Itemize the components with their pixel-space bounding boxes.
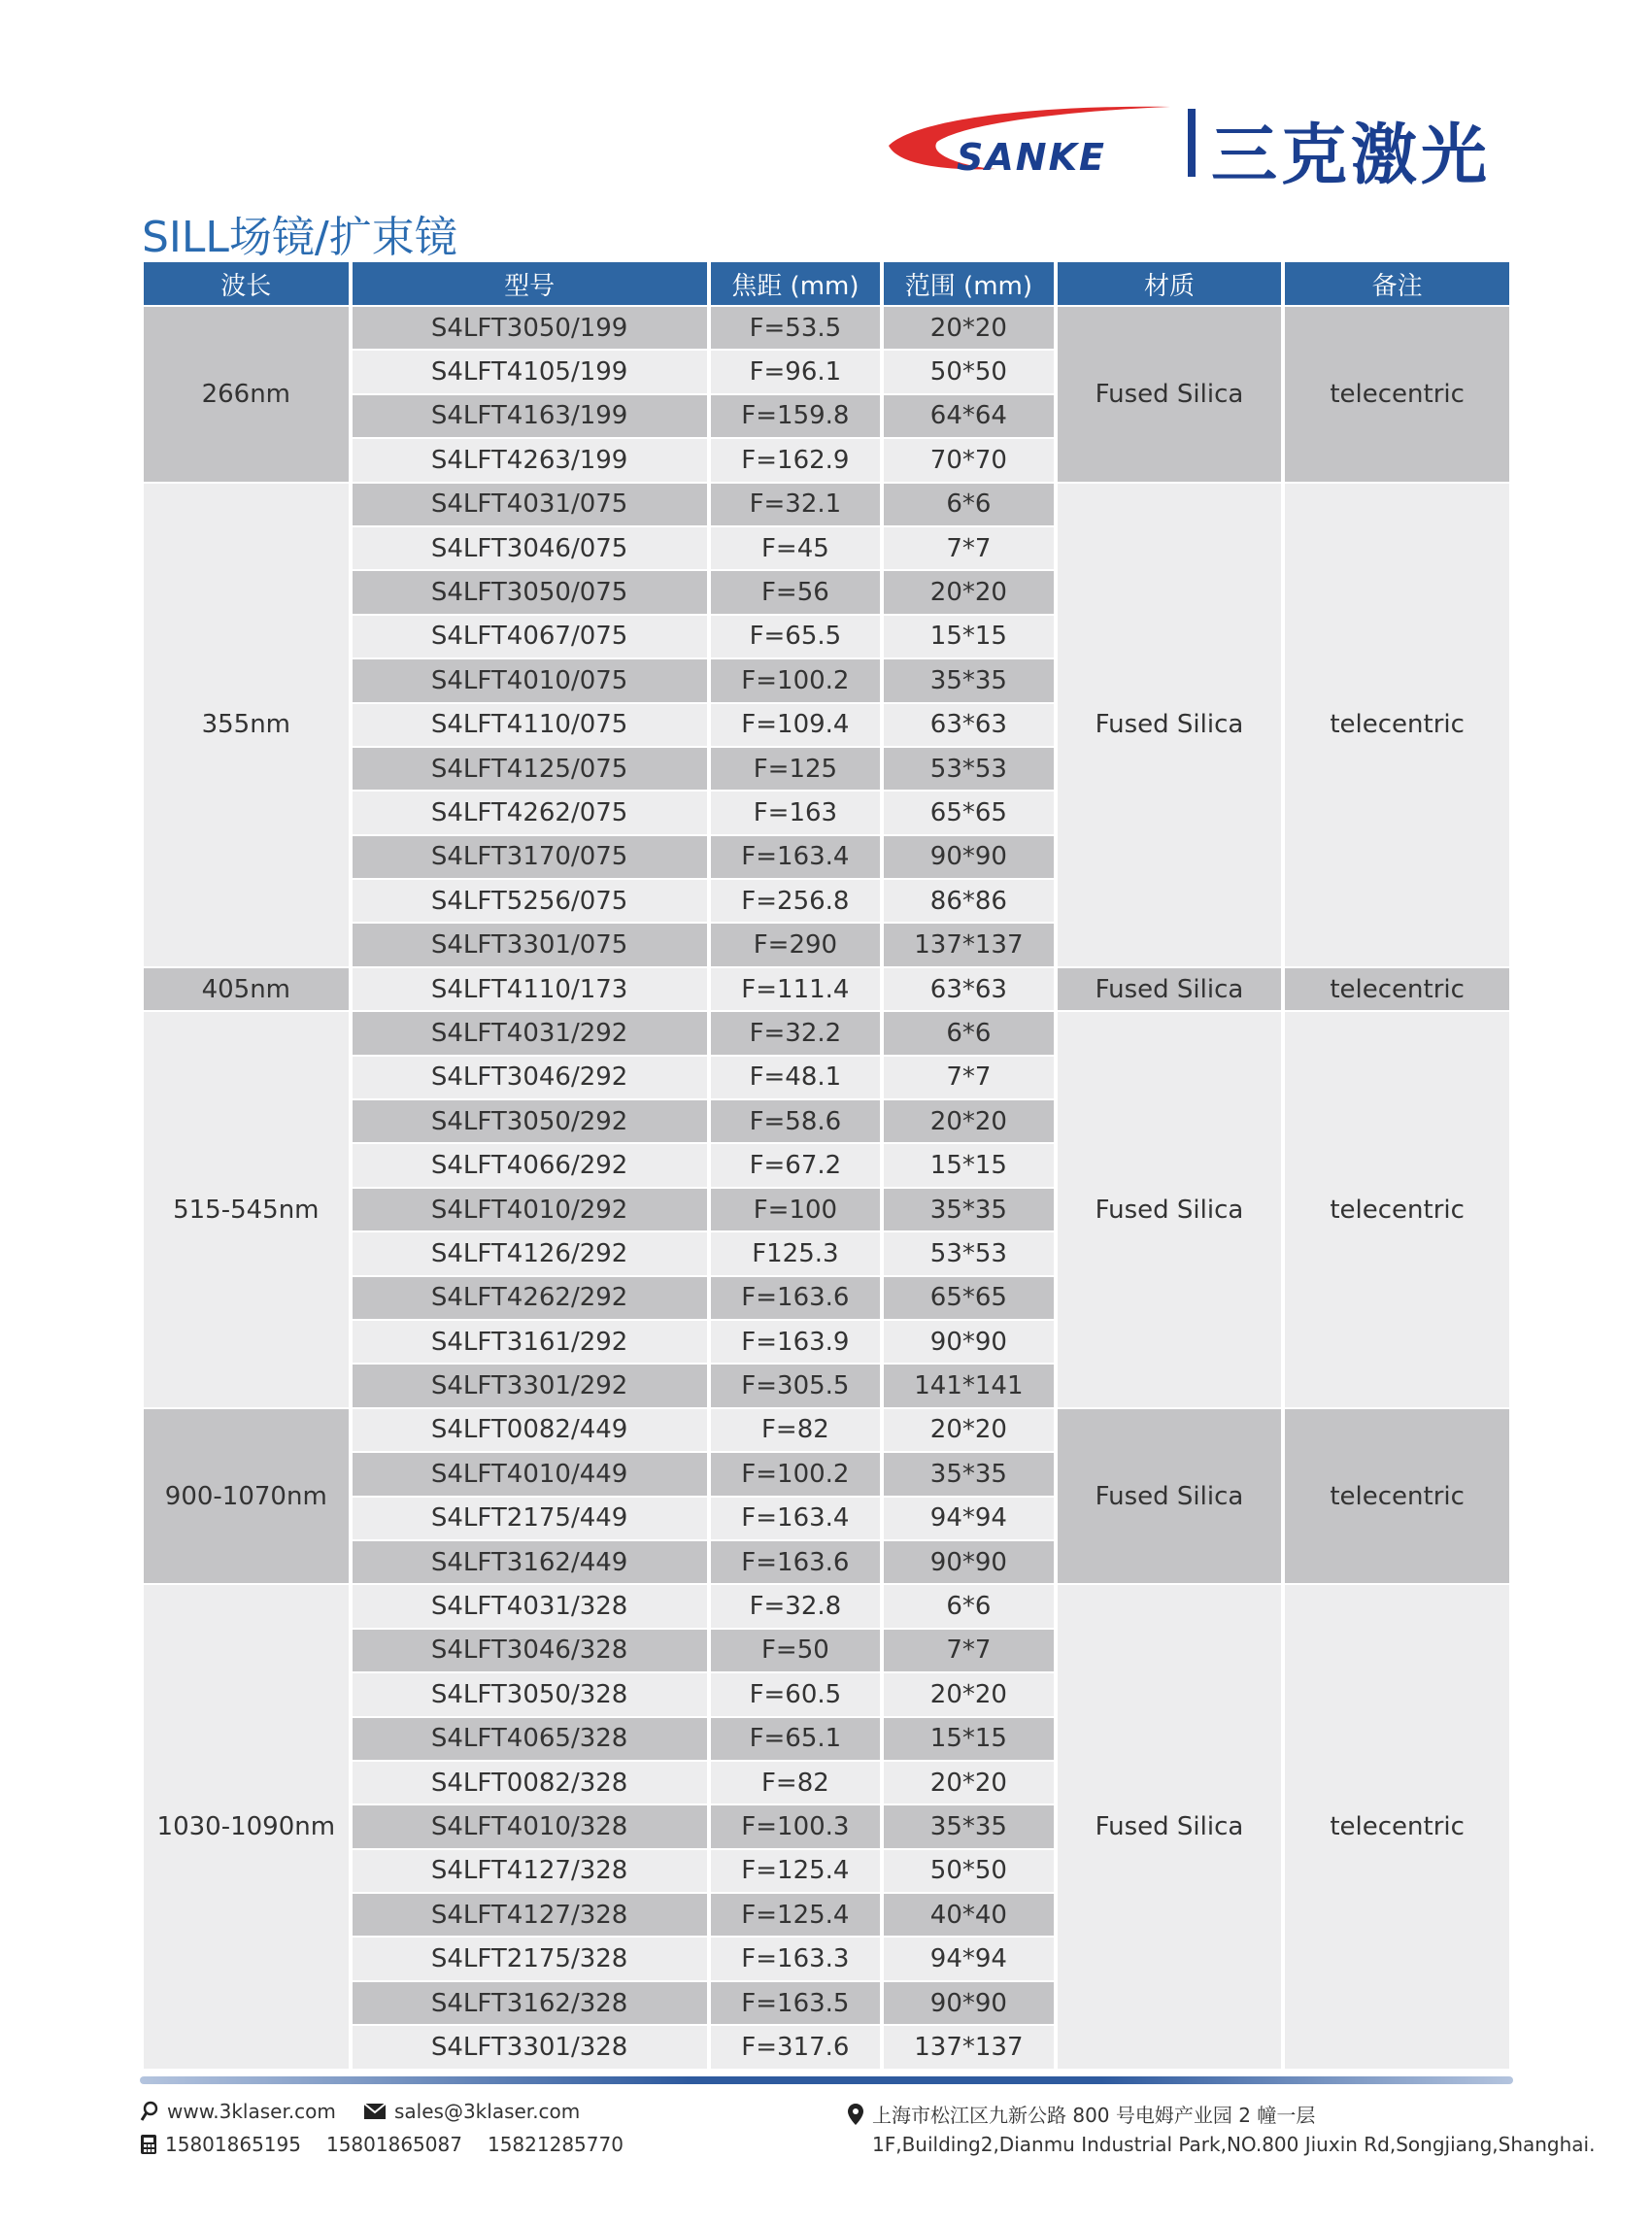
phone-number-1[interactable]: 15801865195 xyxy=(165,2133,301,2156)
range-cell: 20*20 xyxy=(884,571,1054,615)
email-text: sales@3klaser.com xyxy=(394,2100,581,2123)
range-cell: 90*90 xyxy=(884,1321,1054,1365)
range-cell: 20*20 xyxy=(884,1409,1054,1453)
wavelength-cell: 266nm xyxy=(144,307,349,484)
focal-length-cell: F=53.5 xyxy=(711,307,881,351)
model-cell: S4LFT2175/449 xyxy=(353,1498,707,1541)
range-cell: 50*50 xyxy=(884,351,1054,394)
range-cell: 90*90 xyxy=(884,1541,1054,1585)
table-row xyxy=(144,484,1509,527)
range-cell: 53*53 xyxy=(884,1232,1054,1276)
range-cell: 35*35 xyxy=(884,1805,1054,1849)
range-cell: 94*94 xyxy=(884,1498,1054,1541)
focal-length-cell: F=125 xyxy=(711,748,881,792)
range-cell: 6*6 xyxy=(884,1012,1054,1056)
material-cell: Fused Silica xyxy=(1058,484,1282,968)
logo-brand-cn: 三克激光 xyxy=(1211,118,1492,194)
range-cell: 137*137 xyxy=(884,2026,1054,2070)
note-cell: telecentric xyxy=(1285,1012,1509,1409)
focal-length-cell: F=56 xyxy=(711,571,881,615)
mail-icon xyxy=(363,2103,387,2120)
model-cell: S4LFT4262/292 xyxy=(353,1277,707,1321)
website-text: www.3klaser.com xyxy=(167,2100,336,2123)
model-cell: S4LFT4066/292 xyxy=(353,1144,707,1188)
footer-phones xyxy=(140,2133,624,2156)
range-cell: 15*15 xyxy=(884,1718,1054,1762)
material-cell: Fused Silica xyxy=(1058,307,1282,484)
model-cell: S4LFT3046/292 xyxy=(353,1057,707,1100)
model-cell: S4LFT4010/449 xyxy=(353,1453,707,1497)
company-logo xyxy=(879,97,1530,194)
location-pin-icon xyxy=(847,2103,864,2126)
model-cell: S4LFT4067/075 xyxy=(353,616,707,659)
table-row xyxy=(144,1409,1509,1453)
range-cell: 53*53 xyxy=(884,748,1054,792)
note-cell: telecentric xyxy=(1285,484,1509,968)
page-title: SILL场镜/扩束镜 xyxy=(142,213,457,262)
model-cell: S4LFT4010/292 xyxy=(353,1189,707,1232)
focal-length-cell: F=82 xyxy=(711,1409,881,1453)
range-cell: 20*20 xyxy=(884,307,1054,351)
model-cell: S4LFT3162/328 xyxy=(353,1982,707,2026)
focal-length-cell: F=60.5 xyxy=(711,1673,881,1717)
note-cell: telecentric xyxy=(1285,1585,1509,2070)
note-cell: telecentric xyxy=(1285,1409,1509,1586)
note-cell: telecentric xyxy=(1285,307,1509,484)
wavelength-cell: 1030-1090nm xyxy=(144,1585,349,2070)
model-cell: S4LFT3301/292 xyxy=(353,1365,707,1408)
model-cell: S4LFT4110/075 xyxy=(353,704,707,748)
model-cell: S4LFT5256/075 xyxy=(353,880,707,924)
focal-length-cell: F=100 xyxy=(711,1189,881,1232)
header-note: 备注 xyxy=(1285,262,1509,307)
focal-length-cell: F=163.3 xyxy=(711,1938,881,1981)
focal-length-cell: F=317.6 xyxy=(711,2026,881,2070)
model-cell: S4LFT4127/328 xyxy=(353,1894,707,1938)
model-cell: S4LFT4125/075 xyxy=(353,748,707,792)
focal-length-cell: F=109.4 xyxy=(711,704,881,748)
focal-length-cell: F=163.9 xyxy=(711,1321,881,1365)
range-cell: 65*65 xyxy=(884,792,1054,835)
header-material: 材质 xyxy=(1058,262,1282,307)
phone-icon xyxy=(140,2134,157,2155)
table-header-row xyxy=(144,262,1509,307)
logo-divider xyxy=(1188,109,1196,177)
model-cell: S4LFT0082/449 xyxy=(353,1409,707,1453)
focal-length-cell: F=50 xyxy=(711,1630,881,1673)
model-cell: S4LFT3161/292 xyxy=(353,1321,707,1365)
model-cell: S4LFT3050/199 xyxy=(353,307,707,351)
model-cell: S4LFT3050/292 xyxy=(353,1100,707,1144)
range-cell: 35*35 xyxy=(884,1189,1054,1232)
range-cell: 20*20 xyxy=(884,1673,1054,1717)
footer-website[interactable] xyxy=(140,2100,336,2123)
model-cell: S4LFT3050/075 xyxy=(353,571,707,615)
model-cell: S4LFT4031/292 xyxy=(353,1012,707,1056)
range-cell: 63*63 xyxy=(884,704,1054,748)
model-cell: S4LFT4110/173 xyxy=(353,968,707,1012)
range-cell: 65*65 xyxy=(884,1277,1054,1321)
range-cell: 7*7 xyxy=(884,1630,1054,1673)
focal-length-cell: F=125.4 xyxy=(711,1850,881,1894)
range-cell: 70*70 xyxy=(884,439,1054,483)
focal-length-cell: F=305.5 xyxy=(711,1365,881,1408)
range-cell: 15*15 xyxy=(884,1144,1054,1188)
model-cell: S4LFT0082/328 xyxy=(353,1762,707,1805)
material-cell: Fused Silica xyxy=(1058,1012,1282,1409)
focal-length-cell: F=67.2 xyxy=(711,1144,881,1188)
model-cell: S4LFT2175/328 xyxy=(353,1938,707,1981)
range-cell: 90*90 xyxy=(884,836,1054,880)
focal-length-cell: F=82 xyxy=(711,1762,881,1805)
model-cell: S4LFT3050/328 xyxy=(353,1673,707,1717)
model-cell: S4LFT4065/328 xyxy=(353,1718,707,1762)
focal-length-cell: F=100.3 xyxy=(711,1805,881,1849)
focal-length-cell: F=163.4 xyxy=(711,836,881,880)
focal-length-cell: F=96.1 xyxy=(711,351,881,394)
table-row xyxy=(144,1012,1509,1056)
model-cell: S4LFT4010/328 xyxy=(353,1805,707,1849)
focal-length-cell: F=159.8 xyxy=(711,395,881,439)
range-cell: 90*90 xyxy=(884,1982,1054,2026)
wavelength-cell: 405nm xyxy=(144,968,349,1012)
focal-length-cell: F=163.5 xyxy=(711,1982,881,2026)
focal-length-cell: F=162.9 xyxy=(711,439,881,483)
range-cell: 50*50 xyxy=(884,1850,1054,1894)
range-cell: 35*35 xyxy=(884,659,1054,703)
table-row xyxy=(144,307,1509,351)
wavelength-cell: 900-1070nm xyxy=(144,1409,349,1586)
model-cell: S4LFT3046/075 xyxy=(353,527,707,571)
focal-length-cell: F=100.2 xyxy=(711,659,881,703)
range-cell: 20*20 xyxy=(884,1100,1054,1144)
table-row xyxy=(144,968,1509,1012)
table-body xyxy=(144,307,1509,2071)
focal-length-cell: F=163.4 xyxy=(711,1498,881,1541)
focal-length-cell: F=45 xyxy=(711,527,881,571)
focal-length-cell: F=58.6 xyxy=(711,1100,881,1144)
range-cell: 63*63 xyxy=(884,968,1054,1012)
focal-length-cell: F125.3 xyxy=(711,1232,881,1276)
footer xyxy=(140,2100,1596,2177)
model-cell: S4LFT3301/075 xyxy=(353,924,707,967)
range-cell: 64*64 xyxy=(884,395,1054,439)
model-cell: S4LFT4127/328 xyxy=(353,1850,707,1894)
header-range: 范围 (mm) xyxy=(884,262,1054,307)
model-cell: S4LFT4163/199 xyxy=(353,395,707,439)
material-cell: Fused Silica xyxy=(1058,1409,1282,1586)
range-cell: 7*7 xyxy=(884,527,1054,571)
range-cell: 94*94 xyxy=(884,1938,1054,1981)
range-cell: 6*6 xyxy=(884,1585,1054,1629)
range-cell: 86*86 xyxy=(884,880,1054,924)
address-en-text: 1F,Building2,Dianmu Industrial Park,NO.800 Jiuxin Rd,Songjiang,Shanghai. xyxy=(872,2133,1596,2156)
address-cn-text: 上海市松江区九新公路 800 号电姆产业园 2 幢一层 xyxy=(872,2104,1316,2127)
logo-brand-en: SANKE xyxy=(957,136,1106,179)
header-model: 型号 xyxy=(353,262,707,307)
focal-length-cell: F=65.5 xyxy=(711,616,881,659)
range-cell: 35*35 xyxy=(884,1453,1054,1497)
model-cell: S4LFT4126/292 xyxy=(353,1232,707,1276)
focal-length-cell: F=32.8 xyxy=(711,1585,881,1629)
footer-address-cn xyxy=(847,2100,1315,2128)
focal-length-cell: F=32.1 xyxy=(711,484,881,527)
material-cell: Fused Silica xyxy=(1058,1585,1282,2070)
model-cell: S4LFT4010/075 xyxy=(353,659,707,703)
model-cell: S4LFT4105/199 xyxy=(353,351,707,394)
focal-length-cell: F=100.2 xyxy=(711,1453,881,1497)
range-cell: 40*40 xyxy=(884,1894,1054,1938)
range-cell: 15*15 xyxy=(884,616,1054,659)
range-cell: 141*141 xyxy=(884,1365,1054,1408)
focal-length-cell: F=48.1 xyxy=(711,1057,881,1100)
range-cell: 137*137 xyxy=(884,924,1054,967)
range-cell: 7*7 xyxy=(884,1057,1054,1100)
focal-length-cell: F=163 xyxy=(711,792,881,835)
header-focal-length: 焦距 (mm) xyxy=(711,262,881,307)
product-table xyxy=(140,262,1513,2071)
focal-length-cell: F=111.4 xyxy=(711,968,881,1012)
focal-length-cell: F=163.6 xyxy=(711,1277,881,1321)
header-wavelength: 波长 xyxy=(144,262,349,307)
footer-divider xyxy=(140,2076,1513,2084)
wavelength-cell: 515-545nm xyxy=(144,1012,349,1409)
model-cell: S4LFT3162/449 xyxy=(353,1541,707,1585)
focal-length-cell: F=256.8 xyxy=(711,880,881,924)
model-cell: S4LFT4262/075 xyxy=(353,792,707,835)
wavelength-cell: 355nm xyxy=(144,484,349,968)
material-cell: Fused Silica xyxy=(1058,968,1282,1012)
table-row xyxy=(144,1585,1509,1629)
focal-length-cell: F=163.6 xyxy=(711,1541,881,1585)
phone-number-2[interactable]: 15801865087 xyxy=(325,2133,462,2156)
model-cell: S4LFT3046/328 xyxy=(353,1630,707,1673)
model-cell: S4LFT4263/199 xyxy=(353,439,707,483)
focal-length-cell: F=125.4 xyxy=(711,1894,881,1938)
search-icon xyxy=(140,2101,159,2122)
range-cell: 6*6 xyxy=(884,484,1054,527)
note-cell: telecentric xyxy=(1285,968,1509,1012)
model-cell: S4LFT4031/075 xyxy=(353,484,707,527)
footer-email[interactable] xyxy=(363,2100,580,2123)
range-cell: 20*20 xyxy=(884,1762,1054,1805)
footer-address-en xyxy=(872,2133,1595,2156)
model-cell: S4LFT3301/328 xyxy=(353,2026,707,2070)
model-cell: S4LFT4031/328 xyxy=(353,1585,707,1629)
model-cell: S4LFT3170/075 xyxy=(353,836,707,880)
phone-number-3[interactable]: 15821285770 xyxy=(487,2133,624,2156)
focal-length-cell: F=290 xyxy=(711,924,881,967)
focal-length-cell: F=65.1 xyxy=(711,1718,881,1762)
focal-length-cell: F=32.2 xyxy=(711,1012,881,1056)
